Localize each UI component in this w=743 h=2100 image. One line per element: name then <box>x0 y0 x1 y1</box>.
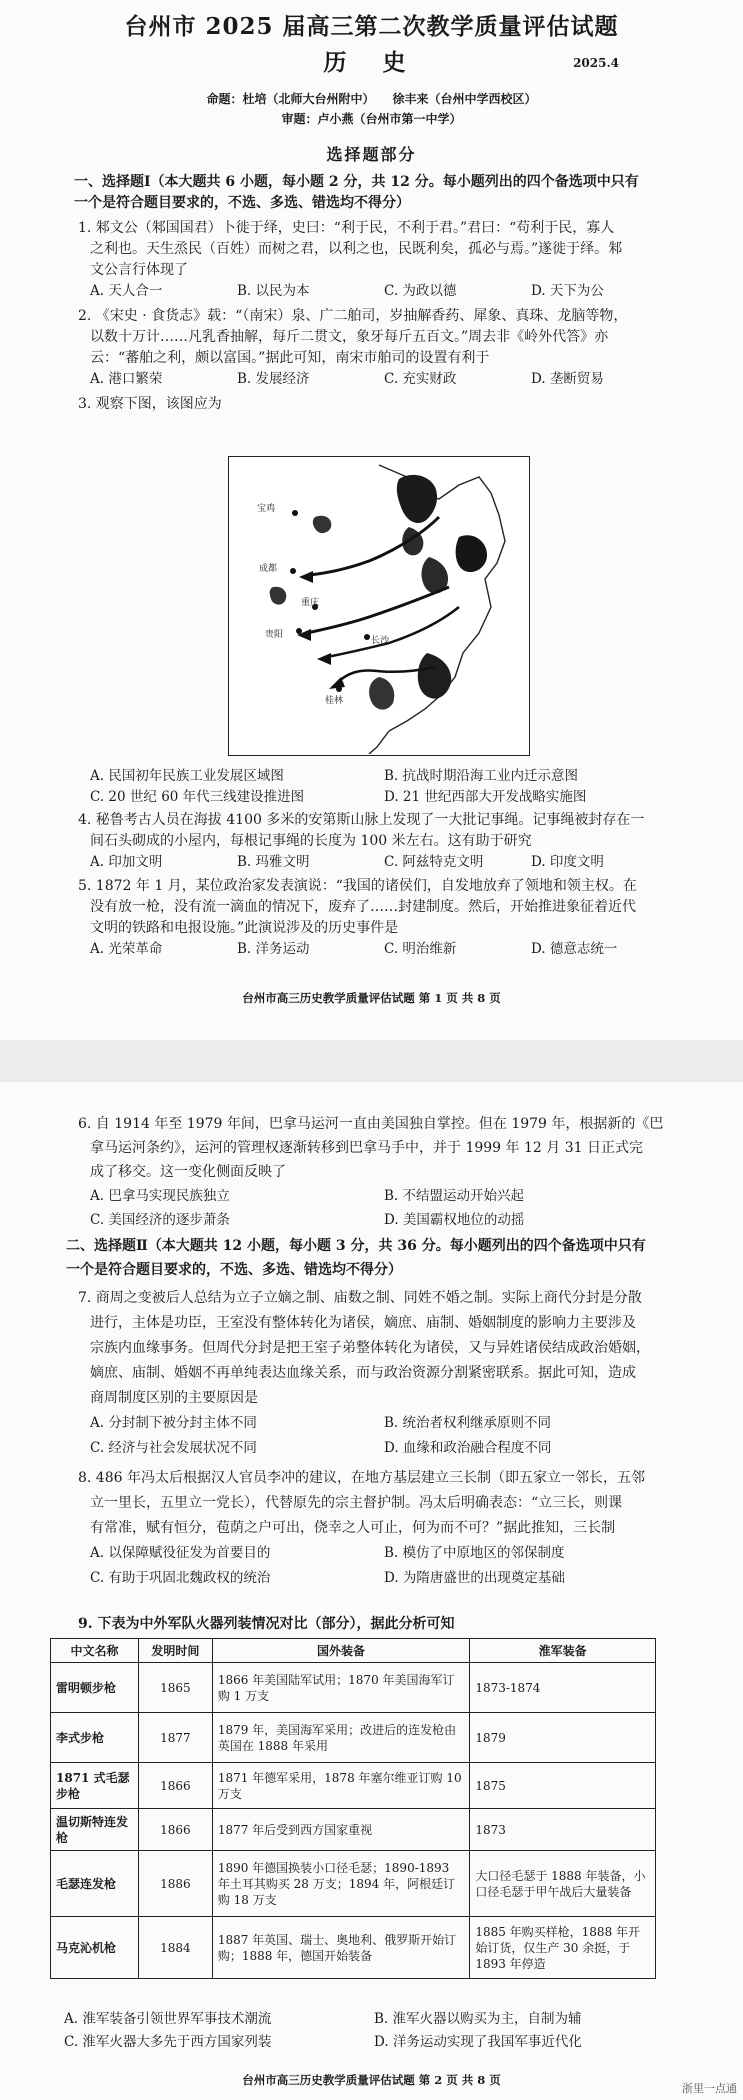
question-line: 间石头砌成的小屋内，每根记事绳的长度为 100 米左右。这有助于研究 <box>90 833 532 849</box>
option-a[interactable]: A. 以保障赋役征发为首要目的 <box>90 1545 271 1561</box>
table-cell: 1885 年购买样枪，1888 年开始订货，仅生产 30 余挺，于 1893 年停造 <box>470 1917 656 1979</box>
option-d[interactable]: D. 天下为公 <box>531 283 604 299</box>
table-header-row <box>51 1639 656 1663</box>
question-line: 1. 邾文公（邾国国君）卜徙于绎，史曰：“利于民，不利于君。”君曰：“苟利于民，寡人 <box>78 220 615 236</box>
map-label-chongqing: 重庆 <box>301 598 320 608</box>
question-options <box>78 1411 678 1461</box>
table-cell: 1873-1874 <box>470 1663 656 1713</box>
question-line: 2. 《宋史 · 食货志》载：“（南宋）泉、广二舶司，岁抽解香药、犀象、真珠、龙脑等物， <box>78 308 628 324</box>
arms-table <box>50 1638 656 1979</box>
map-label-changsha: 长沙 <box>371 636 390 646</box>
question-line: 成了移交。这一变化侧面反映了 <box>90 1164 286 1180</box>
table-cell: 1875 <box>470 1763 656 1809</box>
exam-page-2 <box>0 1082 743 2100</box>
option-a[interactable]: A. 分封制下被分封主体不同 <box>90 1415 257 1431</box>
table-cell: 1866 <box>138 1809 212 1851</box>
question-line: 之利也。天生烝民（百姓）而树之君，以利之也，民既利矣，孤必与焉。”遂徙于绎。邾 <box>90 241 623 257</box>
table-cell: 1887 年英国、瑞士、奥地利、俄罗斯开始订购；1888 年，德国开始装备 <box>212 1917 470 1979</box>
question-line: 7. 商周之变被后人总结为立子立嫡之制、庙数之制、同姓不婚之制。实际上商代分封是分散 <box>78 1290 642 1306</box>
question-1 <box>78 218 678 302</box>
table-row <box>51 1851 656 1917</box>
question-options <box>78 1541 678 1591</box>
question-options <box>78 281 678 302</box>
part1-header: 一、选择题Ⅰ（本大题共 6 小题，每小题 2 分，共 12 分。每小题列出的四个备选项中只有 一个是符合题目要求的，不选、多选、错选均不得分） <box>74 174 639 211</box>
map-label-baoji: 宝鸡 <box>257 504 276 514</box>
page-footer: 台州市高三历史教学质量评估试题 第 1 页 共 8 页 <box>242 991 501 1005</box>
table-row <box>51 1663 656 1713</box>
option-a[interactable]: A. 天人合一 <box>90 283 163 299</box>
table-header: 中文名称 <box>51 1639 139 1663</box>
question-options <box>78 766 678 808</box>
question-3-options <box>78 766 678 808</box>
exam-title: 台州市 2025 届高三第二次教学质量评估试题 <box>124 13 619 40</box>
exam-date: 2025.4 <box>573 56 619 70</box>
question-line: 3. 观察下图，该图应为 <box>78 396 222 412</box>
question-line: 宗族内血缘事务。但周代分封是把王室子弟整体转化为诸侯，又与异姓诸侯结成政治婚姻， <box>90 1340 650 1356</box>
option-a[interactable]: A. 港口繁荣 <box>90 371 163 387</box>
table-row <box>51 1809 656 1851</box>
table-cell: 1884 <box>138 1917 212 1979</box>
table-cell: 1865 <box>138 1663 212 1713</box>
option-d[interactable]: D. 血缘和政治融合程度不同 <box>384 1440 552 1456</box>
question-options <box>78 939 678 960</box>
option-c[interactable]: C. 明治维新 <box>384 941 457 957</box>
option-b[interactable]: B. 统治者权利继承原则不同 <box>384 1415 552 1431</box>
question-options <box>78 852 678 873</box>
table-row <box>51 1713 656 1763</box>
question-line: 5. 1872 年 1 月，某位政治家发表演说：“我国的诸侯们，自发地放弃了领地和领主权。在 <box>78 878 637 894</box>
question-line: 9. 下表为中外军队火器列装情况对比（部分），据此分析可知 <box>78 1616 455 1632</box>
table-header: 淮军装备 <box>470 1639 656 1663</box>
question-line: 有常准，赋有恒分，苞荫之户可出，侥幸之人可止，何为而不可？”据此推知，三长制 <box>90 1520 616 1536</box>
page-footer: 台州市高三历史教学质量评估试题 第 2 页 共 8 页 <box>242 2073 501 2087</box>
table-cell: 毛瑟连发枪 <box>51 1851 139 1917</box>
table-cell: 李式步枪 <box>51 1713 139 1763</box>
option-b[interactable]: B. 淮军火器以购买为主，自制为辅 <box>374 2011 582 2027</box>
question-line: 以数十万计……凡乳香抽解，每斤二贯文，象牙每斤五百文。”周去非《岭外代答》亦 <box>90 329 609 345</box>
option-b[interactable]: B. 洋务运动 <box>237 941 310 957</box>
table-header: 发明时间 <box>138 1639 212 1663</box>
question-options <box>78 369 678 390</box>
question-line: 6. 自 1914 年至 1979 年间，巴拿马运河一直由美国独自掌控。但在 1979 年，根据新的《巴 <box>78 1116 664 1132</box>
question-line: 嫡庶、庙制、婚姻不再单纯表达血缘关系，而与政治资源分割紧密联系。据此可知，造成 <box>90 1365 636 1381</box>
option-a[interactable]: A. 光荣革命 <box>90 941 163 957</box>
option-d[interactable]: D. 印度文明 <box>531 854 604 870</box>
option-d[interactable]: D. 德意志统一 <box>531 941 618 957</box>
option-b[interactable]: B. 模仿了中原地区的邻保制度 <box>384 1545 565 1561</box>
question-line: 进行，主体是功臣，王室没有整体转化为诸侯，嫡庶、庙制、婚姻制度的影响力主要涉及 <box>90 1315 636 1331</box>
table-row <box>51 1763 656 1809</box>
question-line: 没有放一枪，没有流一滴血的情况下，废弃了……封建制度。然后，开始推进象征着近代 <box>90 899 636 915</box>
question-4 <box>78 810 678 873</box>
table-cell: 1873 <box>470 1809 656 1851</box>
option-d[interactable]: D. 洋务运动实现了我国军事近代化 <box>374 2034 582 2050</box>
option-d[interactable]: D. 21 世纪西部大开发战略实施图 <box>384 789 587 805</box>
page-gap <box>0 1040 743 1082</box>
option-b[interactable]: B. 抗战时期沿海工业内迁示意图 <box>384 768 579 784</box>
question-line: 立一里长，五里立一党长），代替原先的宗主督护制。冯太后明确表态：“立三长，则课 <box>90 1495 623 1511</box>
question-7 <box>78 1286 678 1461</box>
question-line: 文公言行体现了 <box>90 262 188 278</box>
table-cell: 1886 <box>138 1851 212 1917</box>
option-d[interactable]: D. 美国霸权地位的动摇 <box>384 1212 525 1228</box>
table-cell: 1879 <box>470 1713 656 1763</box>
part2-header: 二、选择题Ⅱ（本大题共 12 小题，每小题 3 分，共 36 分。每小题列出的四个备选项中只有 一个是符合题目要求的，不选、多选、错选均不得分） <box>66 1238 646 1278</box>
option-b[interactable]: B. 不结盟运动开始兴起 <box>384 1188 525 1204</box>
question-6 <box>78 1112 678 1232</box>
option-a[interactable]: A. 民国初年民族工业发展区域图 <box>90 768 284 784</box>
question-3-stem <box>78 394 678 415</box>
table-cell: 雷明顿步枪 <box>51 1663 139 1713</box>
table-header: 国外装备 <box>212 1639 470 1663</box>
table-cell: 1866 年美国陆军试用；1870 年美国海军订购 1 万支 <box>212 1663 470 1713</box>
table-cell: 大口径毛瑟于 1888 年装备，小口径毛瑟于甲午战后大量装备 <box>470 1851 656 1917</box>
question-line: 4. 秘鲁考古人员在海拔 4100 多米的安第斯山脉上发现了一大批记事绳。记事绳被封存在一 <box>78 812 645 828</box>
table-cell: 1866 <box>138 1763 212 1809</box>
question-line: 商周制度区别的主要原因是 <box>90 1390 258 1406</box>
exam-page-1 <box>0 0 743 1040</box>
table-cell: 1877 年后受到西方国家重视 <box>212 1809 470 1851</box>
table-cell: 1890 年德国换装小口径毛瑟；1890-1893 年土耳其购买 28 万支；1894 年，阿根廷订购 18 万支 <box>212 1851 470 1917</box>
question-line: 文明的铁路和电报设施。”此演说涉及的历史事件是 <box>90 920 399 936</box>
question-line: 云：“蕃舶之利，颇以富国。”据此可知，南宋市舶司的设置有利于 <box>90 350 490 366</box>
map-label-chengdu: 成都 <box>259 564 278 574</box>
option-c[interactable]: C. 美国经济的逐步萧条 <box>90 1212 230 1228</box>
table-cell: 1871 式毛瑟步枪 <box>51 1763 139 1809</box>
exam-reviewer: 审题：卢小燕（台州市第一中学） <box>281 112 462 126</box>
option-c[interactable]: C. 有助于巩固北魏政权的统治 <box>90 1570 271 1586</box>
table-row <box>51 1917 656 1979</box>
option-a[interactable]: A. 淮军装备引领世界军事技术潮流 <box>64 2011 272 2027</box>
exam-subject: 历 史 <box>323 49 420 76</box>
option-c[interactable]: C. 充实财政 <box>384 371 457 387</box>
option-d[interactable]: D. 为隋唐盛世的出现奠定基础 <box>384 1570 565 1586</box>
question-line: 8. 486 年冯太后根据汉人官员李冲的建议，在地方基层建立三长制（即五家立一邻长，五邻 <box>78 1470 645 1486</box>
option-a[interactable]: A. 巴拿马实现民族独立 <box>90 1188 230 1204</box>
question-options <box>78 1184 678 1232</box>
table-cell: 1877 <box>138 1713 212 1763</box>
option-c[interactable]: C. 20 世纪 60 年代三线建设推进图 <box>90 789 305 805</box>
map-label-guiyang: 贵阳 <box>265 630 284 640</box>
table-cell: 温切斯特连发枪 <box>51 1809 139 1851</box>
table-cell: 1879 年，美国海军采用；改进后的连发枪由英国在 1888 年采用 <box>212 1713 470 1763</box>
option-c[interactable]: C. 淮军火器大多先于西方国家列装 <box>64 2034 272 2050</box>
table-cell: 1871 年德军采用，1878 年塞尔维亚订购 10 万支 <box>212 1763 470 1809</box>
watermark: 浙里一点通 <box>682 2082 737 2095</box>
option-c[interactable]: C. 经济与社会发展状况不同 <box>90 1440 257 1456</box>
section-title: 选择题部分 <box>326 145 417 164</box>
option-b[interactable]: B. 以民为本 <box>237 283 310 299</box>
question-5 <box>78 876 678 960</box>
table-cell: 马克沁机枪 <box>51 1917 139 1979</box>
q3-map <box>228 456 530 756</box>
option-c[interactable]: C. 阿兹特克文明 <box>384 854 484 870</box>
exam-authors: 命题：杜培（北师大台州附中） 徐丰来（台州中学西校区） <box>206 92 537 106</box>
option-b[interactable]: B. 玛雅文明 <box>237 854 310 870</box>
question-9-options <box>64 2008 684 2054</box>
question-9-stem <box>78 1614 678 1635</box>
map-label-guilin: 桂林 <box>325 696 344 706</box>
option-b[interactable]: B. 发展经济 <box>237 371 310 387</box>
option-a[interactable]: A. 印加文明 <box>90 854 163 870</box>
option-c[interactable]: C. 为政以德 <box>384 283 457 299</box>
question-8 <box>78 1466 678 1591</box>
question-line: 拿马运河条约》，运河的管理权逐渐转移到巴拿马手中，并于 1999 年 12 月 31 日正式完 <box>90 1140 643 1156</box>
question-options <box>64 2008 684 2054</box>
option-d[interactable]: D. 垄断贸易 <box>531 371 604 387</box>
question-2 <box>78 306 678 390</box>
